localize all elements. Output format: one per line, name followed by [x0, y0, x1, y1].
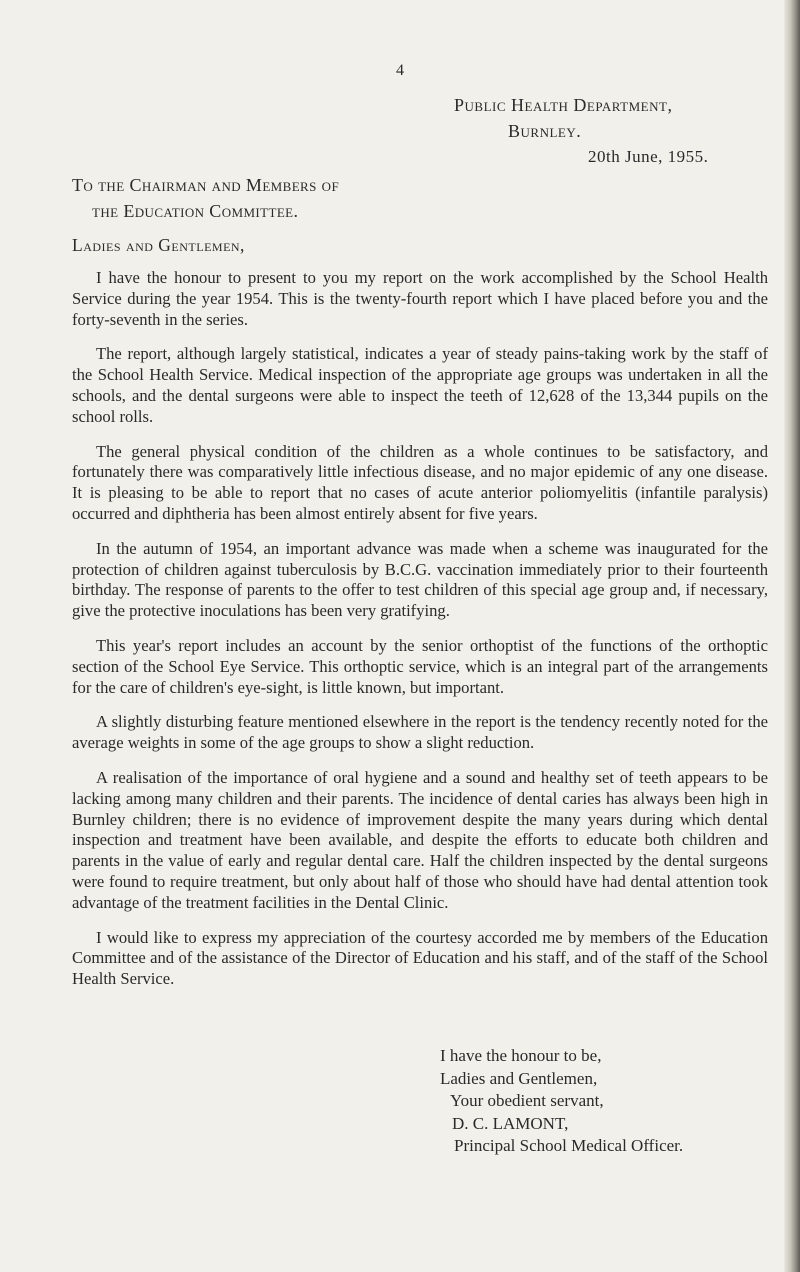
salutation: Ladies and Gentlemen,	[72, 235, 245, 255]
paragraph: A realisation of the importance of oral hygiene and a sound and healthy set of teeth appears to be lacking among many children and their parents. The incidence of dental caries has always been high in Burnley children; there is no evidence of improvement despite the many years during which dental inspection and treatment have been available, and despite the efforts to educate both children and parents in the value of early and regular dental care. Half the children inspected by the dental surgeons were found to require treatment, but only about half of those who should have had dental attention took advantage of the treatment facilities in the Dental Clinic.	[72, 767, 768, 912]
page-number: 4	[396, 62, 404, 79]
department-name: Public Health Department,	[454, 95, 673, 115]
addressee-line-1: To the Chairman and Members of	[72, 175, 340, 195]
paragraph: In the autumn of 1954, an important advance was made when a scheme was inaugurated for the protection of children against tuberculosis by B.C.G. vaccination immediately prior to their fourteenth birthday. The response of parents to the offer to test children of this special age group and, if necessary, give the protective inoculations has been very gratifying.	[72, 538, 768, 621]
closing-block	[440, 1045, 683, 1158]
addressee	[72, 172, 339, 224]
paragraph: I have the honour to present to you my report on the work accomplished by the School Health Service during the year 1954. This is the twenty-fourth report which I have placed before you and the forty-seventh in the series.	[72, 268, 768, 329]
signatory-name: D. C. LAMONT,	[452, 1113, 569, 1133]
town-name: Burnley.	[508, 121, 582, 141]
paragraph: The general physical condition of the children as a whole continues to be satisfactory, and fortunately there was comparatively little infectious disease, and no major epidemic of any one disease. It is pleasing to be able to report that no cases of acute anterior poliomyelitis (infantile paralysis) occurred and diphtheria has been almost entirely absent for five years.	[72, 441, 768, 523]
letter-body	[72, 268, 768, 1004]
paragraph: This year's report includes an account by the senior orthoptist of the functions of the orthoptic section of the School Eye Service. This orthoptic service, which is an integral part of the arrangements for the care of children's eye-sight, is little known, but important.	[72, 635, 768, 697]
closing-line-3: Your obedient servant,	[450, 1091, 604, 1110]
paragraph: A slightly disturbing feature mentioned elsewhere in the report is the tendency recently noted for the average weights in some of the age groups to show a slight reduction.	[72, 712, 768, 753]
closing-line-2: Ladies and Gentlemen,	[440, 1068, 598, 1088]
letter-date: 20th June, 1955.	[588, 147, 709, 166]
letterhead	[454, 92, 708, 170]
signatory-title: Principal School Medical Officer.	[454, 1136, 684, 1155]
paragraph: I would like to express my appreciation of the courtesy accorded me by members of the Education Committee and of the assistance of the Director of Education and his staff, and of the staff of the School Health Service.	[72, 927, 768, 989]
closing-line-1: I have the honour to be,	[440, 1046, 602, 1065]
paragraph: The report, although largely statistical, indicates a year of steady pains-taking work by the staff of the School Health Service. Medical inspection of the appropriate age groups was undertaken in all the schools, and the dental surgeons were able to inspect the teeth of 12,628 of the 13,344 pupils on the school rolls.	[72, 344, 768, 426]
addressee-line-2: the Education Committee.	[92, 201, 299, 221]
page-edge-shadow	[784, 0, 800, 1272]
